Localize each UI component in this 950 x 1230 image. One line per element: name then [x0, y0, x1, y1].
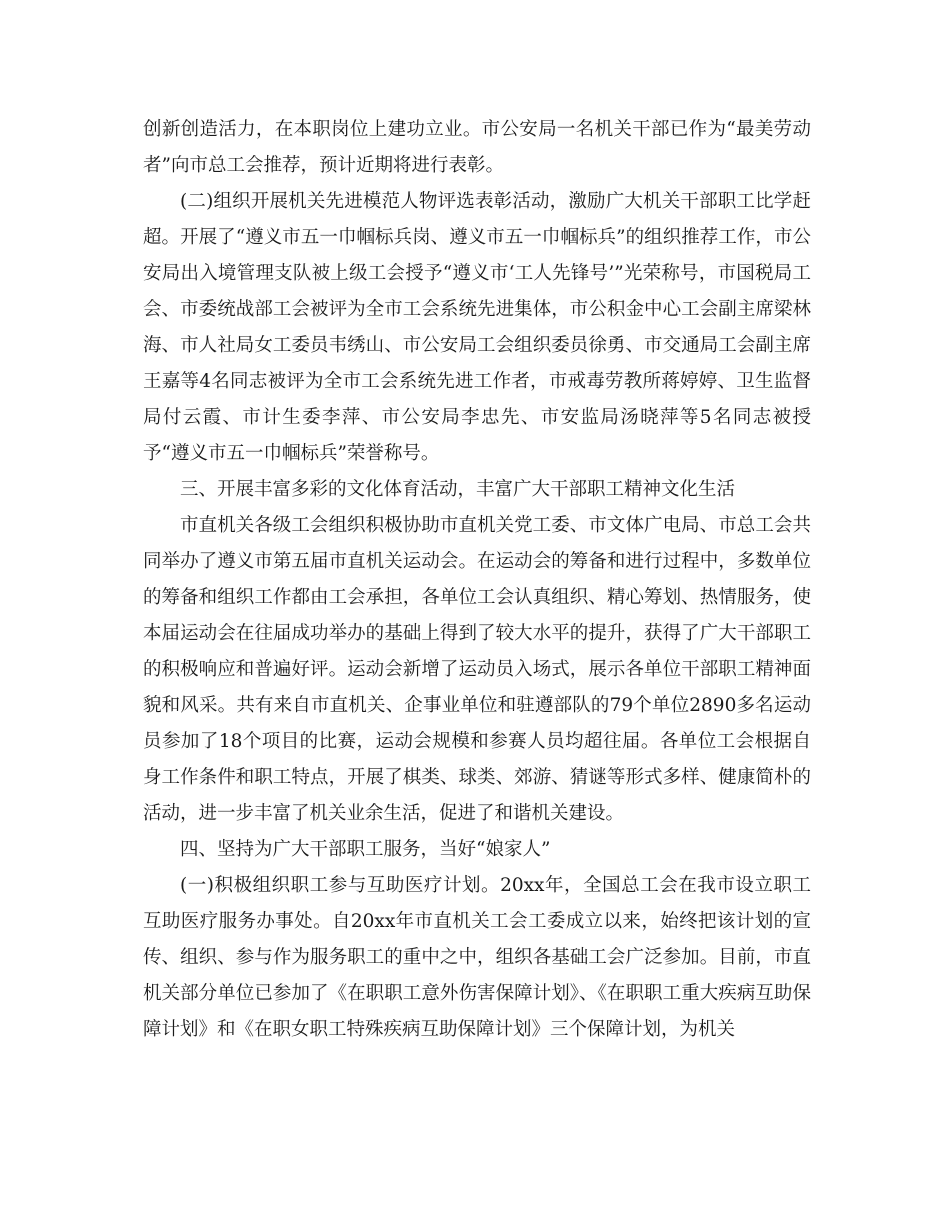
section-heading-culture-sports: 三、开展丰富多彩的文化体育活动，丰富广大干部职工精神文化生活	[180, 479, 736, 500]
paragraph-medical-plan: (一)积极组织职工参与互助医疗计划。20xx年，全国总工会在我市设立职工互助医疗服务办事处。自20xx年市直机关工会工委成立以来，始终把该计划的宣传、组织、参与作为服务职工的重中之中，组织各基础工会广泛参加。目前，市直机关部分单位已参加了《在职职工意外伤害保障计划》、《在职职工重大疾病互助保障计划》和《在职女职工特殊疾病互助保障计划》三个保障计划，为机关	[143, 875, 811, 1040]
paragraph-continuation: 创新创造活力，在本职岗位上建功立业。市公安局一名机关干部已作为“最美劳动者”向市总工会推荐，预计近期将进行表彰。	[143, 119, 811, 176]
paragraph-sports-meeting: 市直机关各级工会组织积极协助市直机关党工委、市文体广电局、市总工会共同举办了遵义市第五届市直机关运动会。在运动会的筹备和进行过程中，多数单位的筹备和组织工作都由工会承担，各单位工会认真组织、精心筹划、热情服务，使本届运动会在往届成功举办的基础上得到了较大水平的提升，获得了广大干部职工的积极响应和普遍好评。运动会新增了运动员入场式，展示各单位干部职工精神面貌和风采。共有来自市直机关、企事业单位和驻遵部队的79个单位2890多名运动员参加了18个项目的比赛，运动会规模和参赛人员均超往届。各单位工会根据自身工作条件和职工特点，开展了棋类、球类、郊游、猜谜等形式多样、健康简朴的活动，进一步丰富了机关业余生活，促进了和谐机关建设。	[143, 515, 811, 824]
document-body	[143, 112, 811, 1048]
section-heading-serve-workers: 四、坚持为广大干部职工服务，当好“娘家人”	[180, 839, 551, 860]
paragraph-advanced-models: (二)组织开展机关先进模范人物评选表彰活动，激励广大机关干部职工比学赶超。开展了“遵义市五一巾帼标兵岗、遵义市五一巾帼标兵”的组织推荐工作，市公安局出入境管理支队被上级工会授予“遵义市‘工人先锋号’”光荣称号，市国税局工会、市委统战部工会被评为全市工会系统先进集体，市公积金中心工会副主席梁林海、市人社局女工委员韦绣山、市公安局工会组织委员徐勇、市交通局工会副主席王嘉等4名同志被评为全市工会系统先进工作者，市戒毒劳教所蒋婷婷、卫生监督局付云霞、市计生委李萍、市公安局李忠先、市安监局汤晓萍等5名同志被授予“遵义市五一巾帼标兵”荣誉称号。	[143, 191, 811, 464]
